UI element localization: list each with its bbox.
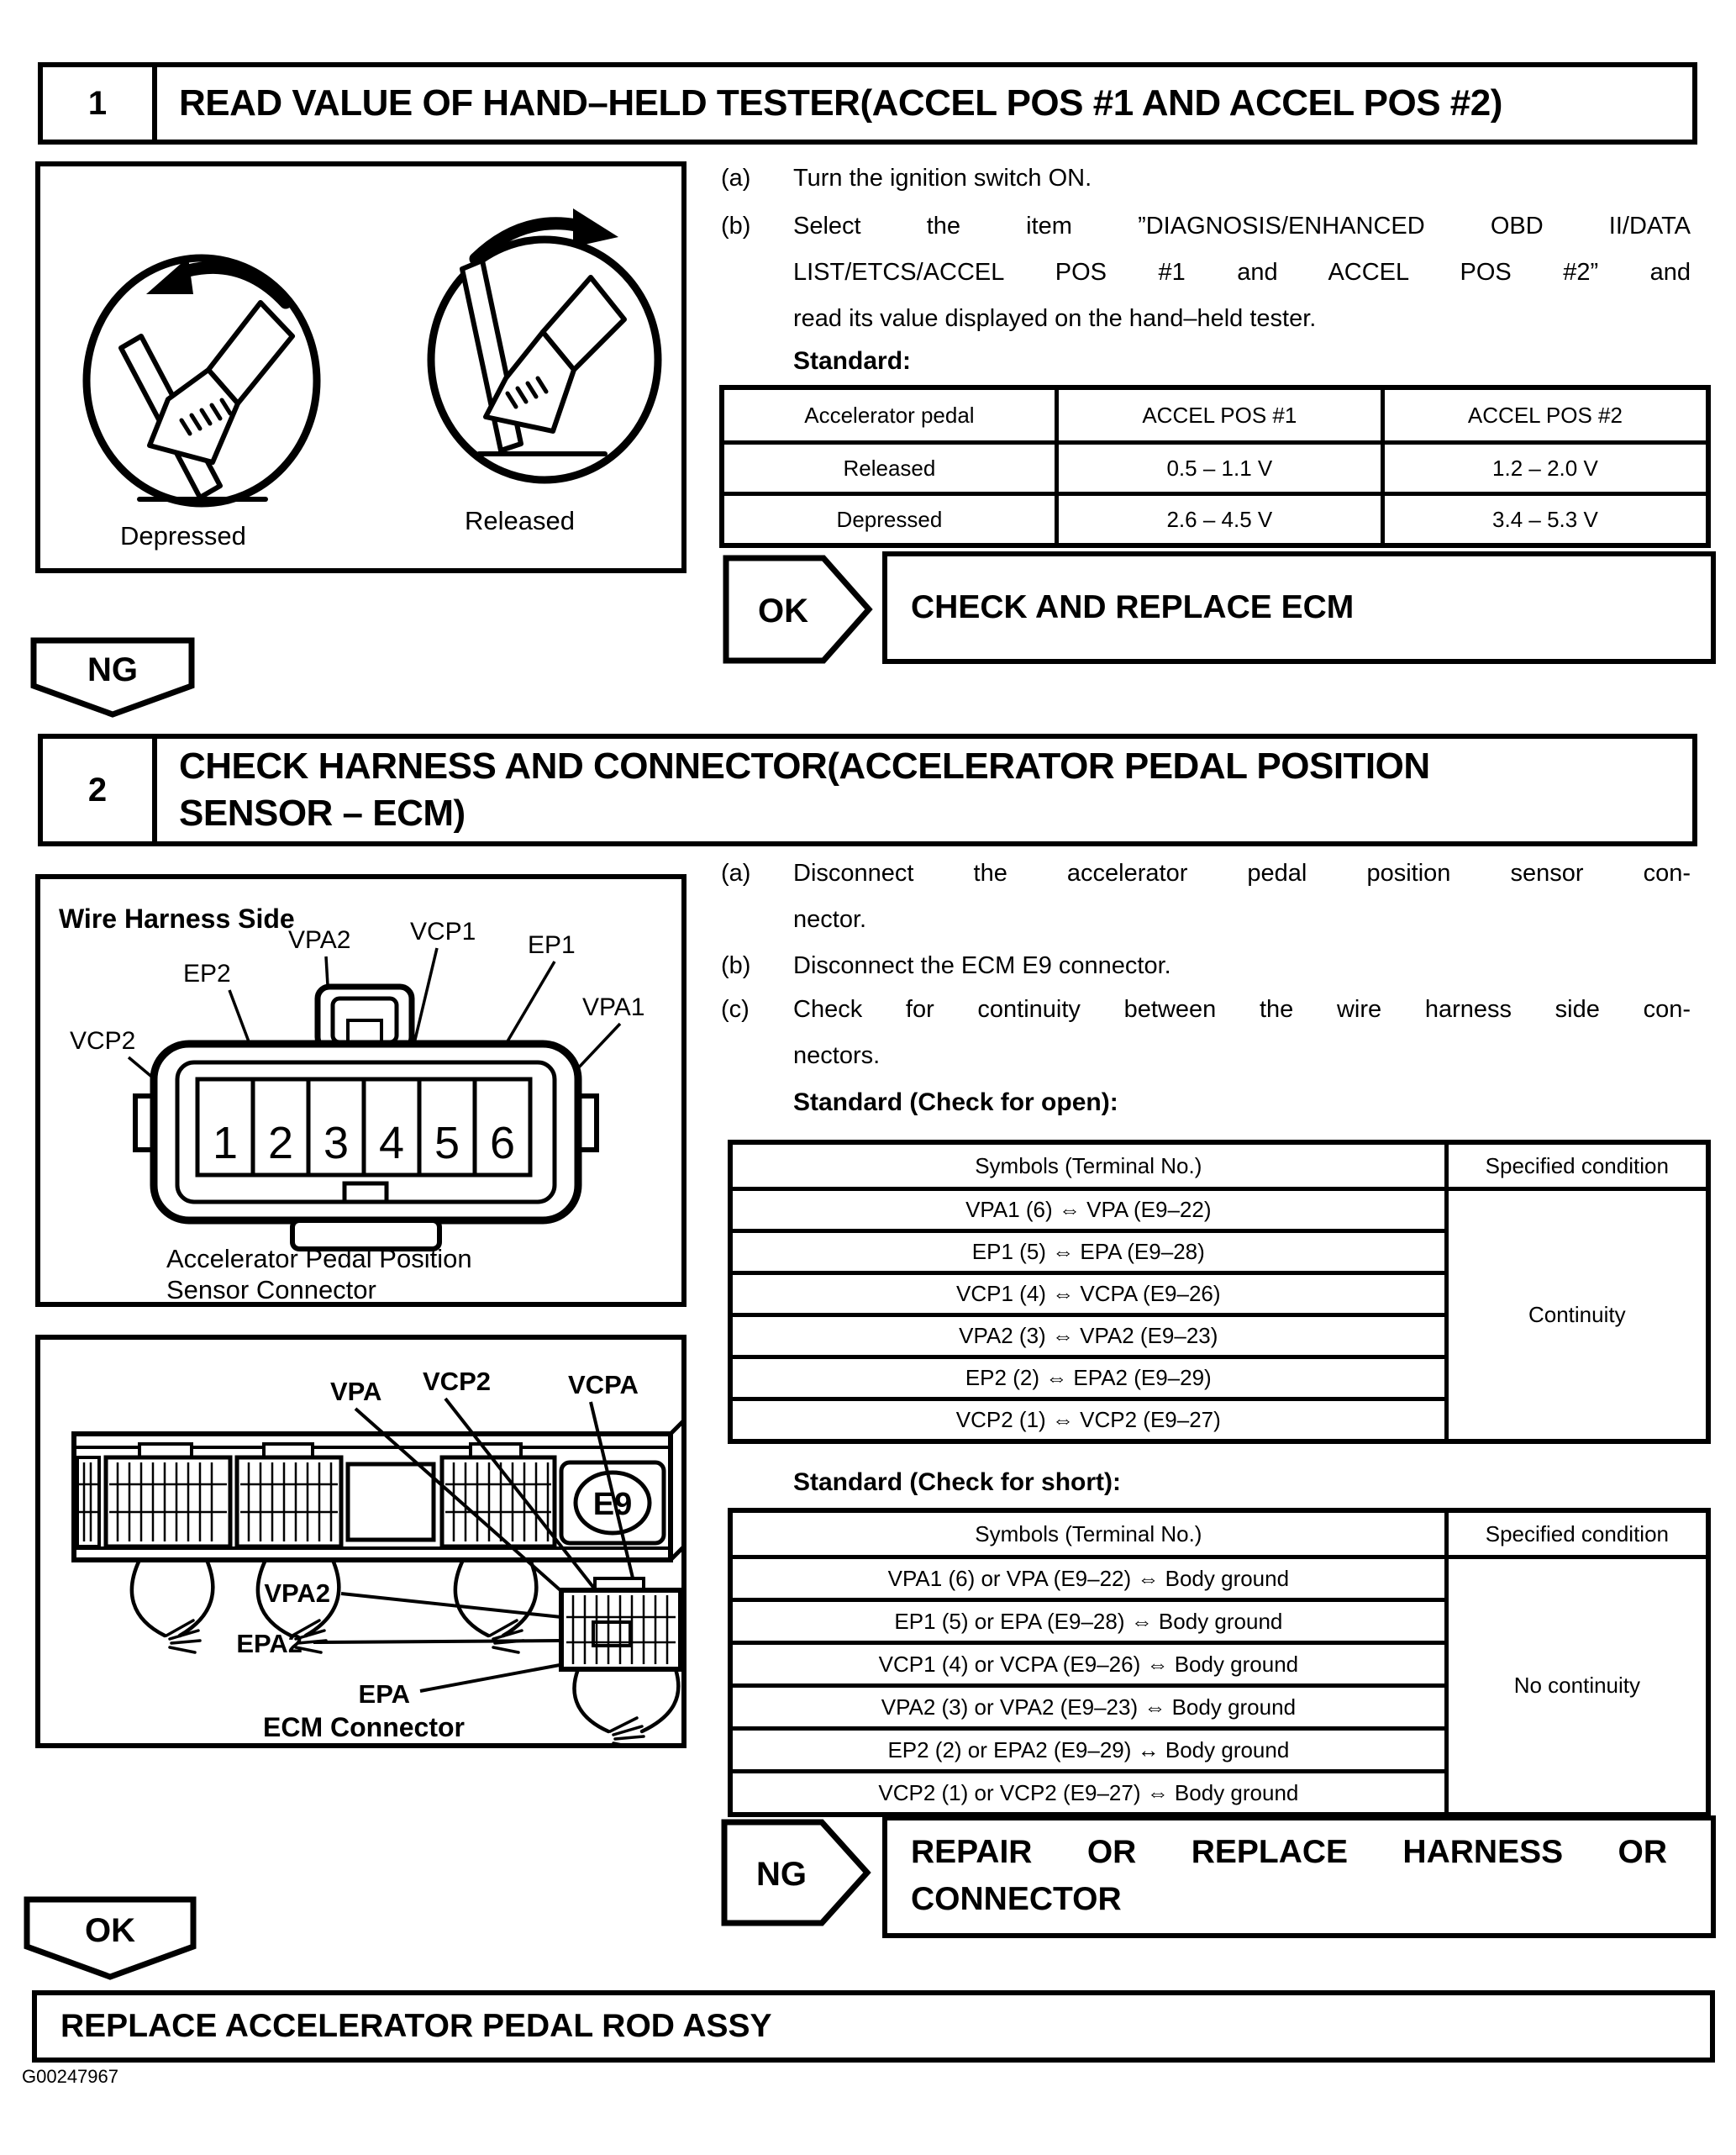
harness-connector-illustration bbox=[40, 879, 681, 1302]
step1-ok-action-box bbox=[882, 551, 1716, 664]
figure-caption-line1: Accelerator Pedal Position bbox=[166, 1244, 472, 1273]
accel-pos-standard-table bbox=[719, 385, 1711, 548]
col-header: Specified condition bbox=[1446, 1142, 1708, 1189]
action-text-line: CONNECTOR bbox=[911, 1881, 1122, 1917]
table-header-row bbox=[730, 1510, 1708, 1557]
figure-title: Wire Harness Side bbox=[59, 904, 295, 934]
terminal-label-epa2: EPA2 bbox=[236, 1629, 302, 1658]
ok-label: OK bbox=[85, 1912, 135, 1949]
instruction-line: Select the item ”DIAGNOSIS/ENHANCED OBD II/DATA bbox=[793, 213, 1691, 240]
table-header-row bbox=[722, 387, 1708, 443]
ok-label: OK bbox=[758, 593, 808, 630]
cell: Depressed bbox=[722, 494, 1056, 546]
cell: VPA1 (6) ⇔ VPA (E9–22) bbox=[730, 1189, 1446, 1231]
ng-label: NG bbox=[87, 651, 138, 688]
specified-condition-cell: Continuity bbox=[1446, 1189, 1708, 1442]
wire-harness-figure bbox=[35, 874, 687, 1307]
cell: VCP1 (4) ⇔ VCPA (E9–26) bbox=[730, 1273, 1446, 1315]
ng-pentagon-icon bbox=[721, 1819, 872, 1926]
pin-number-3: 3 bbox=[323, 1118, 350, 1168]
col-header: Specified condition bbox=[1446, 1510, 1708, 1557]
table-header-row bbox=[730, 1142, 1708, 1189]
step2-instruction-a bbox=[721, 851, 1691, 943]
e9-connector-block bbox=[561, 1578, 681, 1669]
col-header: Symbols (Terminal No.) bbox=[730, 1510, 1446, 1557]
cell: VCP2 (1) ⇔ VCP2 (E9–27) bbox=[730, 1399, 1446, 1442]
step2-number: 2 bbox=[43, 739, 157, 841]
instruction-line: Check for continuity between the wire harness side con- bbox=[793, 996, 1691, 1023]
terminal-label-vpa2: VPA2 bbox=[264, 1578, 330, 1608]
cell: 2.6 – 4.5 V bbox=[1056, 494, 1382, 546]
check-for-open-heading: Standard (Check for open): bbox=[793, 1088, 1118, 1116]
ng-banner-icon bbox=[30, 637, 195, 718]
pin-label-vpa1: VPA1 bbox=[582, 993, 645, 1021]
final-action-box bbox=[32, 1990, 1715, 2063]
pin-number-5: 5 bbox=[434, 1118, 460, 1168]
pedal-depressed-caption: Depressed bbox=[120, 521, 246, 551]
check-for-short-table bbox=[728, 1508, 1711, 1817]
col-header: ACCEL POS #2 bbox=[1382, 387, 1708, 443]
table-row bbox=[730, 1557, 1708, 1600]
instruction-line: LIST/ETCS/ACCEL POS #1 and ACCEL POS #2” and bbox=[793, 259, 1691, 286]
list-marker: (a) bbox=[721, 860, 751, 887]
pin-label-ep1: EP1 bbox=[528, 931, 576, 959]
action-text: CHECK AND REPLACE ECM bbox=[911, 589, 1355, 625]
col-header: Accelerator pedal bbox=[722, 387, 1056, 443]
step1-title: READ VALUE OF HAND–HELD TESTER(ACCEL POS #1 AND ACCEL POS #2) bbox=[179, 82, 1502, 124]
connector-body bbox=[135, 987, 597, 1249]
pedal-released-illustration bbox=[431, 208, 658, 480]
pin-number-1: 1 bbox=[212, 1118, 239, 1168]
step2-instruction-b bbox=[721, 943, 1691, 989]
instruction-text: Turn the ignition switch ON. bbox=[793, 165, 1092, 192]
step2-ok-banner bbox=[24, 1896, 197, 1980]
specified-condition-cell: No continuity bbox=[1446, 1557, 1708, 1815]
pin-label-ep2: EP2 bbox=[183, 960, 231, 988]
step1-standard-heading: Standard: bbox=[793, 347, 912, 375]
action-text: REPLACE ACCELERATOR PEDAL ROD ASSY bbox=[60, 2008, 772, 2044]
figure-caption: ECM Connector bbox=[263, 1712, 465, 1742]
cell: VCP2 (1) or VCP2 (E9–27) ⇔ Body ground bbox=[730, 1772, 1446, 1815]
step1-number: 1 bbox=[43, 67, 157, 140]
action-text-line: REPAIR OR REPLACE HARNESS OR bbox=[911, 1834, 1667, 1870]
step2-ng-banner bbox=[721, 1819, 872, 1926]
list-marker: (a) bbox=[721, 165, 751, 192]
check-for-open-table bbox=[728, 1140, 1711, 1444]
table-row bbox=[722, 443, 1708, 494]
instruction-line: read its value displayed on the hand–held tester. bbox=[793, 305, 1317, 332]
terminal-label-vcp2: VCP2 bbox=[423, 1367, 491, 1396]
instruction-line: Disconnect the accelerator pedal position sensor con- bbox=[793, 860, 1691, 887]
step1-instruction-b bbox=[721, 203, 1691, 342]
title-line: CHECK HARNESS AND CONNECTOR(ACCELERATOR PEDAL POSITION bbox=[179, 746, 1430, 787]
instruction-line: nector. bbox=[793, 906, 867, 933]
pedal-depressed-illustration bbox=[87, 257, 317, 503]
instruction-text bbox=[793, 987, 1691, 1079]
step2-title bbox=[157, 736, 1439, 844]
ecm-connector-illustration bbox=[40, 1340, 681, 1743]
cell: EP2 (2) ⇔ EPA2 (E9–29) bbox=[730, 1357, 1446, 1399]
table-row bbox=[722, 494, 1708, 546]
step1-ng-banner bbox=[30, 637, 195, 718]
cell: VPA1 (6) or VPA (E9–22) ⇔ Body ground bbox=[730, 1557, 1446, 1600]
ok-banner-icon bbox=[24, 1896, 197, 1980]
table-row bbox=[730, 1189, 1708, 1231]
instruction-text bbox=[793, 851, 1691, 943]
step1-ok-banner bbox=[723, 555, 874, 664]
cell: 1.2 – 2.0 V bbox=[1382, 443, 1708, 494]
list-marker: (b) bbox=[721, 213, 751, 240]
cell: VPA2 (3) or VPA2 (E9–23) ⇔ Body ground bbox=[730, 1686, 1446, 1729]
list-marker: (c) bbox=[721, 996, 750, 1023]
cell: EP2 (2) or EPA2 (E9–29) ↔ Body ground bbox=[730, 1729, 1446, 1772]
step1-instruction-a bbox=[721, 155, 1691, 202]
step2-header bbox=[38, 734, 1697, 846]
col-header: Symbols (Terminal No.) bbox=[730, 1142, 1446, 1189]
figure-caption-line2: Sensor Connector bbox=[166, 1275, 376, 1302]
pedal-illustration bbox=[40, 166, 681, 568]
cell: 0.5 – 1.1 V bbox=[1056, 443, 1382, 494]
arrow-right-icon bbox=[573, 208, 618, 247]
ecm-connector-figure bbox=[35, 1335, 687, 1748]
figure-id: G00247967 bbox=[22, 2066, 118, 2087]
pin-number-6: 6 bbox=[489, 1118, 516, 1168]
col-header: ACCEL POS #1 bbox=[1056, 387, 1382, 443]
pin-number-4: 4 bbox=[378, 1118, 405, 1168]
pedal-released-caption: Released bbox=[465, 506, 575, 535]
list-marker: (b) bbox=[721, 952, 751, 979]
connector-id-e9: E9 bbox=[592, 1487, 633, 1522]
cell: VPA2 (3) ⇔ VPA2 (E9–23) bbox=[730, 1315, 1446, 1357]
terminal-label-vpa: VPA bbox=[330, 1377, 382, 1406]
check-for-short-heading: Standard (Check for short): bbox=[793, 1468, 1122, 1496]
pin-label-vpa2: VPA2 bbox=[288, 926, 351, 954]
step1-header bbox=[38, 62, 1697, 145]
cell: EP1 (5) ⇔ EPA (E9–28) bbox=[730, 1231, 1446, 1273]
title-line: SENSOR – ECM) bbox=[179, 793, 466, 834]
instruction-line: nectors. bbox=[793, 1042, 881, 1069]
ok-pentagon-icon bbox=[723, 555, 874, 664]
instruction-text bbox=[793, 203, 1691, 342]
cell: Released bbox=[722, 443, 1056, 494]
pin-label-vcp1: VCP1 bbox=[410, 918, 476, 946]
pin-label-vcp2: VCP2 bbox=[70, 1027, 136, 1055]
instruction-text: Disconnect the ECM E9 connector. bbox=[793, 952, 1171, 979]
terminal-label-vcpa: VCPA bbox=[568, 1370, 639, 1399]
terminal-label-epa: EPA bbox=[358, 1679, 410, 1709]
step2-instruction-c bbox=[721, 987, 1691, 1079]
cell: EP1 (5) or EPA (E9–28) ⇔ Body ground bbox=[730, 1600, 1446, 1643]
cell: 3.4 – 5.3 V bbox=[1382, 494, 1708, 546]
pedal-position-figure bbox=[35, 161, 687, 573]
pin-number-2: 2 bbox=[267, 1118, 294, 1168]
ng-label: NG bbox=[756, 1856, 807, 1893]
step2-ng-action-box bbox=[882, 1815, 1716, 1938]
cell: VCP1 (4) or VCPA (E9–26) ⇔ Body ground bbox=[730, 1643, 1446, 1686]
